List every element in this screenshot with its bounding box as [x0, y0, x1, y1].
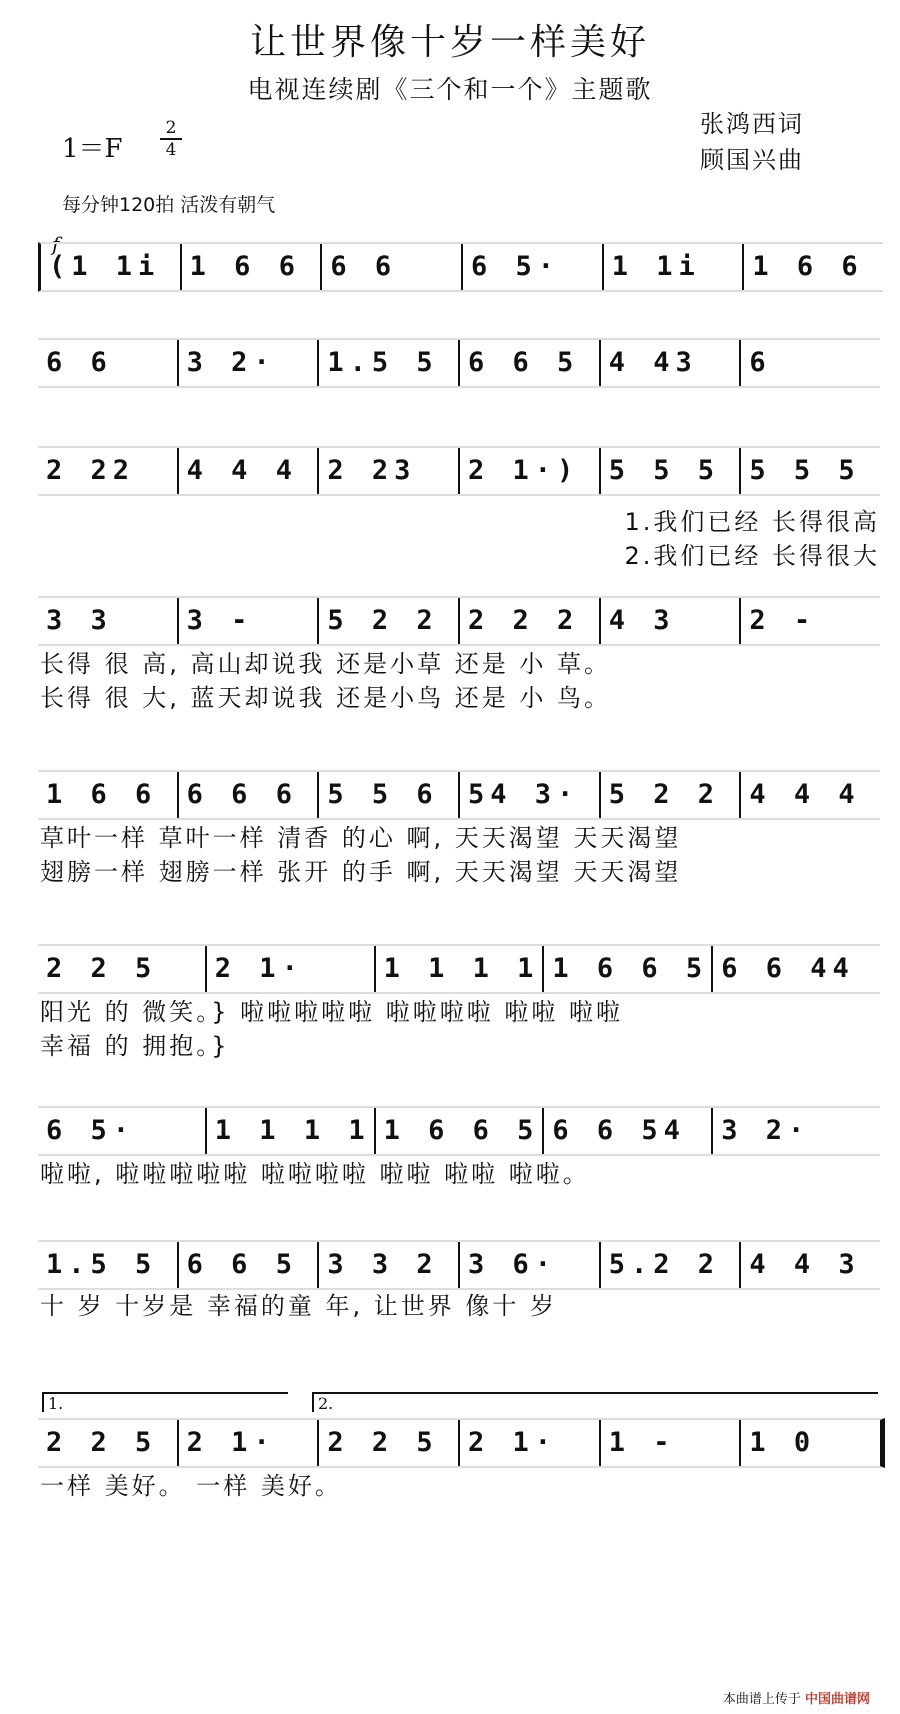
stave-row	[38, 338, 880, 388]
measure: 1 1 1 1	[207, 1108, 376, 1154]
measure: 2 2 5	[38, 1420, 179, 1466]
lyric-line: 长得 很 高, 高山却说我 还是小草 还是 小 草。	[40, 650, 612, 678]
measure: 4 3	[601, 598, 742, 644]
measure: 2 1·	[207, 946, 376, 992]
measure: 1 1i	[604, 244, 745, 290]
measure: 2 1·)	[460, 448, 601, 494]
measure: 4 4 3	[749, 1249, 861, 1280]
measure: 3 3 2	[319, 1242, 460, 1288]
stave-row	[38, 596, 880, 646]
key-signature: 1＝F	[62, 134, 123, 164]
measure: 3 6·	[460, 1242, 601, 1288]
measure: 2 2 5	[38, 946, 207, 992]
measure: 1 6 6 5	[376, 1108, 545, 1154]
measure: 3 2·	[179, 340, 320, 386]
measure: 2 1·	[460, 1420, 601, 1466]
measure: 6	[749, 347, 772, 378]
measure: 6 5·	[38, 1108, 207, 1154]
measure: 2 1·	[179, 1420, 320, 1466]
measure: 3 2·	[721, 1115, 811, 1146]
measure: 5 5 5	[601, 448, 742, 494]
measure: 3 3	[38, 598, 179, 644]
measure: 6 5·	[463, 244, 604, 290]
stave-row	[38, 770, 880, 820]
measure: 1 6 6 5	[544, 946, 713, 992]
stave-row	[38, 944, 880, 994]
measure: 4 4 4	[179, 448, 320, 494]
time-signature-bottom: 4	[165, 140, 177, 160]
lyric-line: 草叶一样 草叶一样 清香 的心 啊, 天天渴望 天天渴望	[40, 824, 682, 852]
measure: 4 4 4	[749, 779, 861, 810]
measure: 6 6 6	[179, 772, 320, 818]
lyric-line: 翅膀一样 翅膀一样 张开 的手 啊, 天天渴望 天天渴望	[40, 858, 682, 886]
measure: 2 2 2	[460, 598, 601, 644]
measure: 6 6 54	[544, 1108, 713, 1154]
volta-first-ending: 1.	[42, 1392, 288, 1412]
measure: 2 -	[749, 605, 817, 636]
lyric-line: 十 岁 十岁是 幸福的童 年, 让世界 像十 岁	[40, 1292, 558, 1320]
measure: 1 6 6	[38, 772, 179, 818]
lyricist-credit: 张鸿西词	[700, 110, 804, 138]
measure: 2 22	[38, 448, 179, 494]
site-logo: 中国曲谱网	[804, 1692, 870, 1707]
measure: 5.2 2	[601, 1242, 742, 1288]
lyric-line: 一样 美好。 一样 美好。	[40, 1472, 342, 1500]
measure: 1 -	[601, 1420, 742, 1466]
measure: (1 1i	[41, 244, 182, 290]
composer-credit: 顾国兴曲	[700, 146, 804, 174]
measure: 1 6 6	[752, 251, 864, 282]
stave-row	[38, 242, 883, 292]
measure: 1 0	[749, 1427, 817, 1458]
dynamic-marking: f	[52, 232, 60, 256]
measure: 5 5 5	[749, 455, 861, 486]
measure: 5 2 2	[319, 598, 460, 644]
measure: 6 6 5	[460, 340, 601, 386]
stave-row	[38, 1240, 880, 1290]
footer-credit	[723, 1688, 870, 1707]
measure: 5 5 6	[319, 772, 460, 818]
measure: 6 6 44	[721, 953, 855, 984]
measure: 1 6 6	[182, 244, 323, 290]
lyric-line: 幸福 的 拥抱。}	[40, 1032, 230, 1060]
time-signature	[160, 118, 182, 160]
measure: 4 43	[601, 340, 742, 386]
measure: 3 -	[179, 598, 320, 644]
measure: 6 6 5	[179, 1242, 320, 1288]
song-subtitle: 电视连续剧《三个和一个》主题歌	[247, 75, 653, 104]
lyric-line: 2.我们已经 长得很大	[624, 542, 880, 570]
time-signature-top: 2	[160, 118, 182, 140]
measure: 1.5 5	[319, 340, 460, 386]
stave-row	[38, 1418, 885, 1468]
song-title: 让世界像十岁一样美好	[249, 22, 650, 63]
measure: 1.5 5	[38, 1242, 179, 1288]
lyric-line: 阳光 的 微笑。} 啦啦啦啦啦 啦啦啦啦 啦啦 啦啦	[40, 998, 624, 1026]
upload-text: 本曲谱上传于	[722, 1692, 801, 1707]
stave-row	[38, 446, 880, 496]
lyric-line: 长得 很 大, 蓝天却说我 还是小鸟 还是 小 鸟。	[40, 684, 612, 712]
measure: 6 6	[322, 244, 463, 290]
tempo-marking: 每分钟120拍 活泼有朝气	[62, 194, 276, 216]
lyric-line: 1.我们已经 长得很高	[624, 508, 880, 536]
lyric-line: 啦啦, 啦啦啦啦啦 啦啦啦啦 啦啦 啦啦 啦啦。	[40, 1160, 590, 1188]
measure: 5 2 2	[601, 772, 742, 818]
measure: 54 3·	[460, 772, 601, 818]
measure: 1 1 1 1	[376, 946, 545, 992]
measure: 2 2 5	[319, 1420, 460, 1466]
measure: 6 6	[38, 340, 179, 386]
measure: 2 23	[319, 448, 460, 494]
volta-second-ending: 2.	[312, 1392, 878, 1412]
stave-row	[38, 1106, 880, 1156]
